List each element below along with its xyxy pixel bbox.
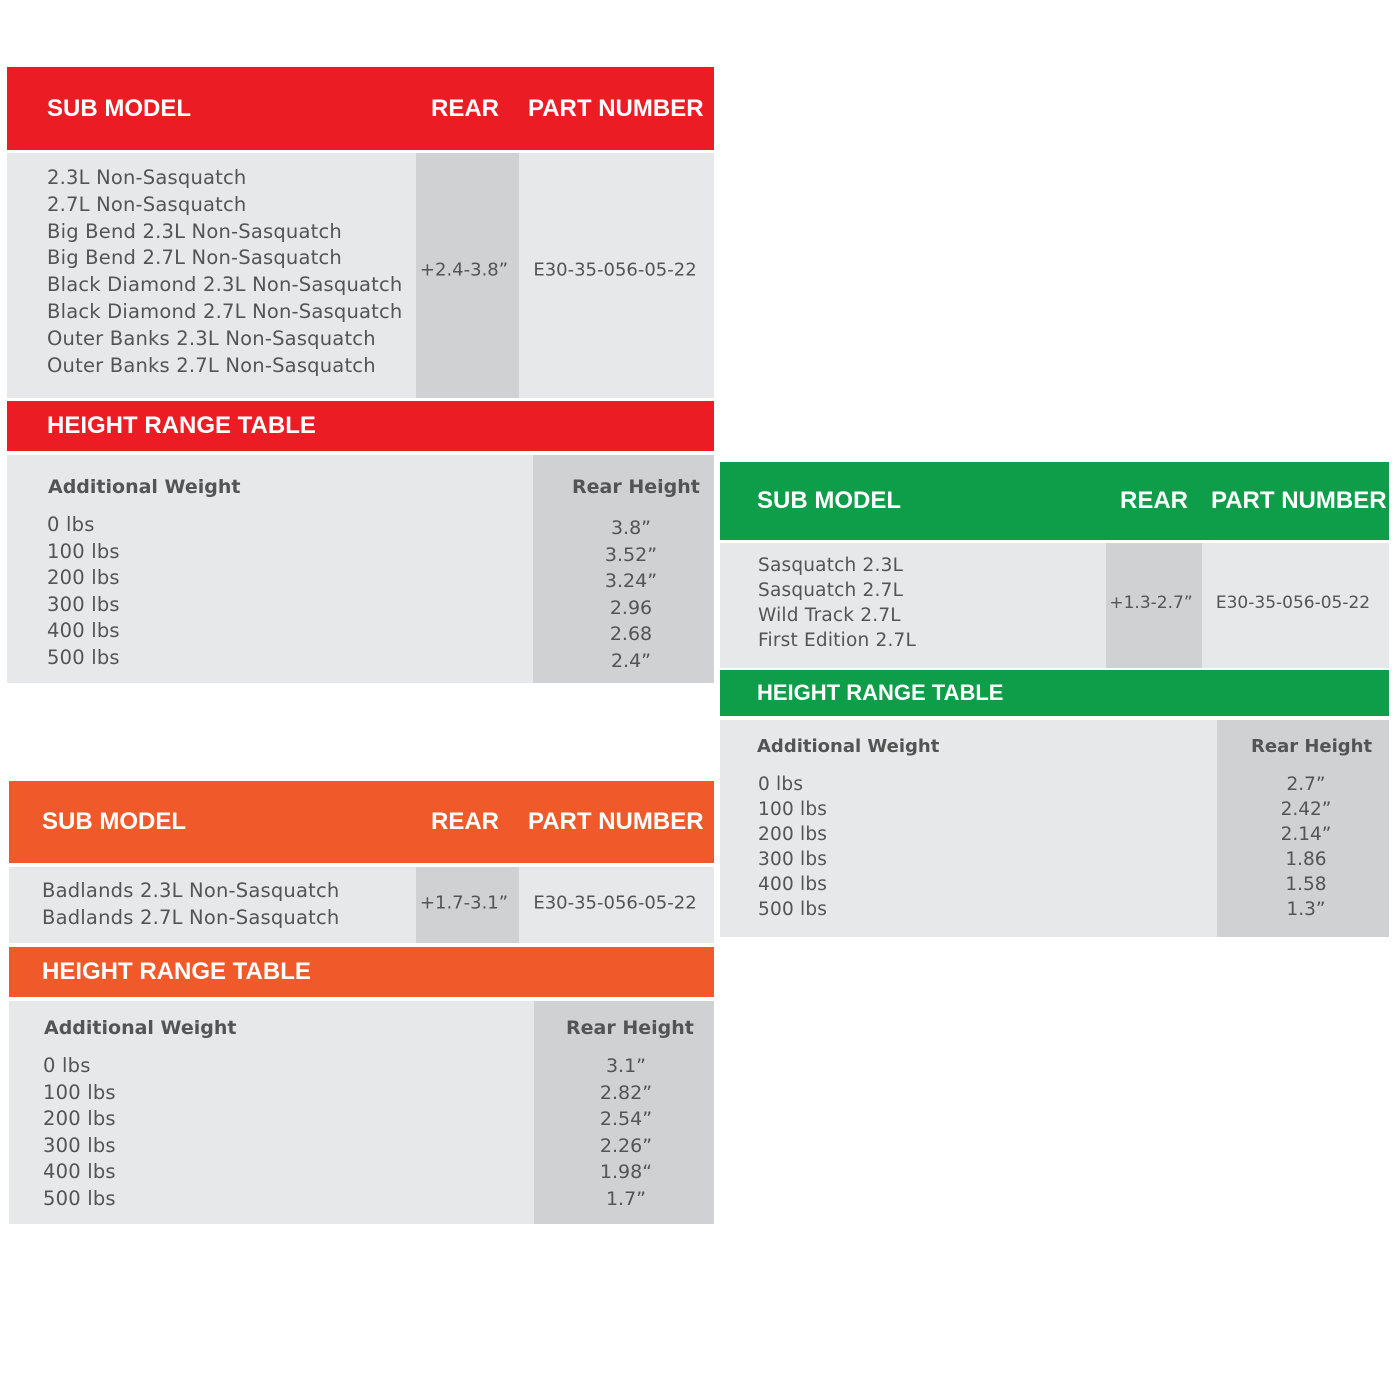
rear-range-value: +1.3-2.7” bbox=[1109, 593, 1193, 613]
rear-height-list bbox=[605, 515, 657, 675]
list-item: 500 lbs bbox=[43, 1186, 116, 1210]
height-range-title: HEIGHT RANGE TABLE bbox=[47, 412, 316, 439]
list-item: 500 lbs bbox=[758, 899, 828, 920]
rear-heading: REAR bbox=[1120, 487, 1189, 514]
list-item: 1.98“ bbox=[599, 1161, 653, 1184]
sub-model-header bbox=[720, 462, 1389, 540]
height-range-body bbox=[720, 720, 1389, 937]
sub-model-header bbox=[7, 67, 714, 150]
part-number-heading: PART NUMBER bbox=[1211, 487, 1387, 514]
list-item: Outer Banks 2.7L Non-Sasquatch bbox=[47, 353, 376, 377]
height-range-title: HEIGHT RANGE TABLE bbox=[42, 958, 311, 985]
list-item: 2.82” bbox=[599, 1081, 653, 1104]
list-item: 2.42” bbox=[1280, 799, 1332, 820]
list-item: 100 lbs bbox=[43, 1080, 116, 1104]
list-item: 400 lbs bbox=[758, 874, 828, 895]
list-item: 0 lbs bbox=[758, 774, 804, 795]
additional-weight-heading: Additional Weight bbox=[48, 476, 241, 498]
list-item: 100 lbs bbox=[47, 539, 120, 563]
rear-height-heading: Rear Height bbox=[1251, 736, 1373, 757]
rear-height-heading: Rear Height bbox=[566, 1017, 694, 1039]
additional-weight-heading: Additional Weight bbox=[44, 1017, 237, 1039]
rear-heading: REAR bbox=[431, 94, 500, 122]
list-item: 1.3” bbox=[1286, 899, 1326, 920]
part-number-heading: PART NUMBER bbox=[528, 808, 704, 835]
height-range-header bbox=[720, 670, 1389, 716]
orange-spec-panel bbox=[9, 781, 714, 1224]
list-item: Sasquatch 2.3L bbox=[758, 555, 904, 576]
list-item: 2.54” bbox=[599, 1108, 653, 1131]
weight-list bbox=[43, 1053, 116, 1213]
list-item: 300 lbs bbox=[43, 1133, 116, 1157]
list-item: 100 lbs bbox=[758, 799, 828, 820]
list-item: 2.7L Non-Sasquatch bbox=[47, 192, 247, 216]
list-item: 200 lbs bbox=[758, 824, 828, 845]
sub-model-list bbox=[758, 553, 916, 653]
list-item: 3.8” bbox=[610, 517, 652, 539]
list-item: Big Bend 2.3L Non-Sasquatch bbox=[47, 219, 342, 243]
list-item: 300 lbs bbox=[47, 592, 120, 616]
list-item: 2.14” bbox=[1280, 824, 1332, 845]
rear-range-value: +1.7-3.1” bbox=[419, 892, 509, 914]
list-item: 300 lbs bbox=[758, 849, 828, 870]
height-range-title: HEIGHT RANGE TABLE bbox=[757, 680, 1004, 705]
list-item: 1.7” bbox=[605, 1187, 647, 1210]
list-item: 3.24” bbox=[604, 570, 658, 593]
height-range-body bbox=[9, 1001, 714, 1224]
list-item: 200 lbs bbox=[47, 566, 120, 590]
sub-model-heading: SUB MODEL bbox=[42, 808, 186, 835]
list-item: 0 lbs bbox=[43, 1054, 91, 1077]
list-item: 0 lbs bbox=[47, 513, 95, 536]
part-number-value: E30-35-056-05-22 bbox=[533, 259, 697, 281]
list-item: 2.3L Non-Sasquatch bbox=[47, 166, 247, 189]
part-number-heading: PART NUMBER bbox=[528, 94, 704, 122]
list-item: 2.68 bbox=[609, 623, 653, 646]
rear-heading: REAR bbox=[431, 808, 500, 835]
list-item: 400 lbs bbox=[47, 619, 120, 643]
list-item: 3.1” bbox=[605, 1055, 647, 1077]
list-item: Black Diamond 2.7L Non-Sasquatch bbox=[47, 299, 403, 323]
list-item: First Edition 2.7L bbox=[758, 630, 917, 651]
list-item: Black Diamond 2.3L Non-Sasquatch bbox=[47, 273, 403, 297]
list-item: Sasquatch 2.7L bbox=[758, 580, 904, 601]
list-item: Wild Track 2.7L bbox=[758, 605, 901, 626]
part-number-value: E30-35-056-05-22 bbox=[533, 892, 697, 914]
list-item: Badlands 2.3L Non-Sasquatch bbox=[42, 879, 340, 902]
weight-list bbox=[758, 772, 827, 922]
sub-model-heading: SUB MODEL bbox=[47, 94, 191, 122]
green-spec-panel bbox=[720, 462, 1389, 937]
rear-height-list bbox=[600, 1053, 652, 1213]
height-range-body bbox=[7, 455, 714, 683]
list-item: 200 lbs bbox=[43, 1107, 116, 1131]
list-item: 400 lbs bbox=[43, 1160, 116, 1184]
list-item: 500 lbs bbox=[47, 645, 120, 669]
height-range-header bbox=[9, 947, 714, 997]
rear-range-value: +2.4-3.8” bbox=[419, 259, 509, 281]
rear-height-list bbox=[1281, 772, 1332, 922]
list-item: 1.86 bbox=[1285, 849, 1327, 870]
part-number-value: E30-35-056-05-22 bbox=[1215, 593, 1371, 613]
sub-model-heading: SUB MODEL bbox=[757, 487, 901, 514]
list-item: Outer Banks 2.3L Non-Sasquatch bbox=[47, 326, 376, 350]
list-item: 2.96 bbox=[609, 596, 653, 619]
sub-model-body bbox=[7, 153, 714, 398]
sub-model-list bbox=[42, 878, 339, 931]
list-item: 2.26” bbox=[599, 1134, 653, 1157]
list-item: 1.58 bbox=[1285, 874, 1327, 895]
height-range-header bbox=[7, 401, 714, 451]
sub-model-body bbox=[720, 543, 1389, 668]
sub-model-body bbox=[9, 867, 714, 943]
sub-model-header bbox=[9, 781, 714, 863]
list-item: 2.4” bbox=[610, 649, 652, 672]
additional-weight-heading: Additional Weight bbox=[757, 736, 940, 757]
list-item: 2.7” bbox=[1286, 774, 1326, 795]
list-item: 3.52” bbox=[604, 543, 658, 566]
weight-list bbox=[47, 512, 120, 672]
red-spec-panel bbox=[7, 67, 714, 683]
sub-model-list bbox=[47, 165, 403, 379]
list-item: Big Bend 2.7L Non-Sasquatch bbox=[47, 246, 342, 270]
rear-height-heading: Rear Height bbox=[572, 476, 700, 498]
list-item: Badlands 2.7L Non-Sasquatch bbox=[42, 905, 340, 929]
